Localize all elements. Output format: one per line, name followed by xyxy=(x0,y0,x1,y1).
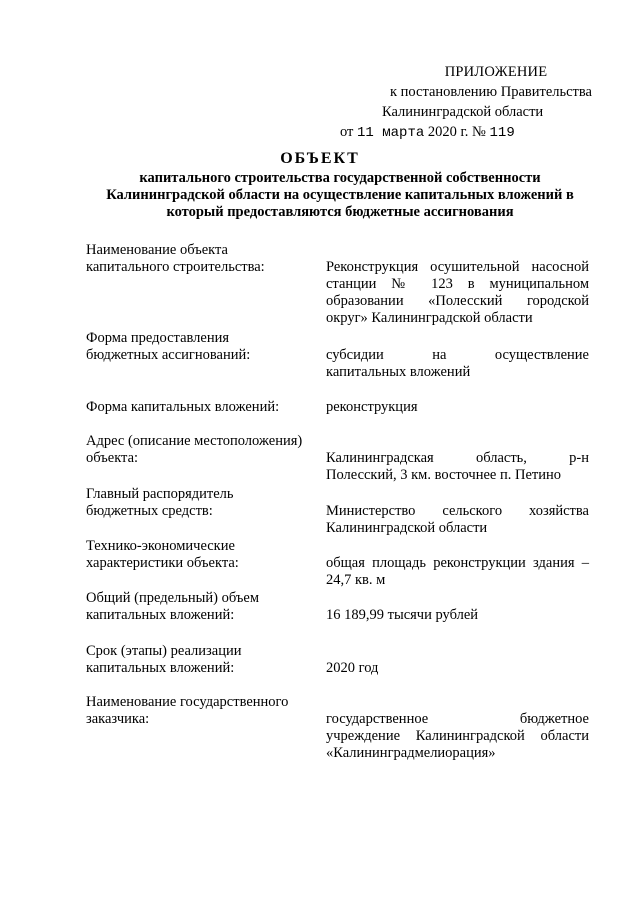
date-year: 2020 г. № xyxy=(427,124,486,140)
appendix-title: ПРИЛОЖЕНИЕ xyxy=(444,64,548,80)
field-value: Реконструкция осушительной насосной станции № 123 в муниципальном образовании «Полесский городской округ» Калининградской области xyxy=(326,259,589,326)
field-label: Адрес (описание местоположения) объекта: xyxy=(86,433,303,466)
field-label: Технико-экономические характеристики объекта: xyxy=(86,538,239,571)
field-value: Калининградская область, р-н Полесский, 3 км. восточнее п. Петино xyxy=(326,450,589,483)
field-label: Наименование государственного заказчика: xyxy=(86,694,289,727)
appendix-date-line xyxy=(330,122,592,143)
field-label: Общий (предельный) объем капитальных вложений: xyxy=(86,590,259,623)
field-value: субсидии на осуществление капитальных вложений xyxy=(326,347,589,380)
document-subtitle: капитального строительства государственной собственности Калининградской области на осуществление капитальных вложений в который предоставляются бюджетные ассигнования xyxy=(106,170,574,220)
date-value: 11 марта xyxy=(357,125,425,141)
appendix-line-resolution: к постановлению Правительства xyxy=(390,84,592,100)
field-value: реконструкция xyxy=(326,399,418,415)
field-label: Главный распорядитель бюджетных средств: xyxy=(86,486,234,519)
appendix-block xyxy=(330,62,592,143)
field-value: государственное бюджетное учреждение Калининградской области «Калининградмелиорация» xyxy=(326,711,589,761)
field-value: 16 189,99 тысячи рублей xyxy=(326,607,479,623)
field-value: общая площадь реконструкции здания – 24,7 кв. м xyxy=(326,555,589,588)
field-label: Форма капитальных вложений: xyxy=(86,399,280,415)
appendix-line-region: Калининградской области xyxy=(382,104,544,120)
field-label: Форма предоставления бюджетных ассигнований: xyxy=(86,330,251,363)
field-label: Срок (этапы) реализации капитальных вложений: xyxy=(86,643,242,676)
date-prefix: от xyxy=(340,124,354,140)
field-label: Наименование объекта капитального строительства: xyxy=(86,242,265,275)
field-value: Министерство сельского хозяйства Калининградской области xyxy=(326,503,589,536)
field-value: 2020 год xyxy=(326,660,379,676)
resolution-number: 119 xyxy=(489,125,515,141)
document-title: ОБЪЕКТ xyxy=(280,150,360,167)
